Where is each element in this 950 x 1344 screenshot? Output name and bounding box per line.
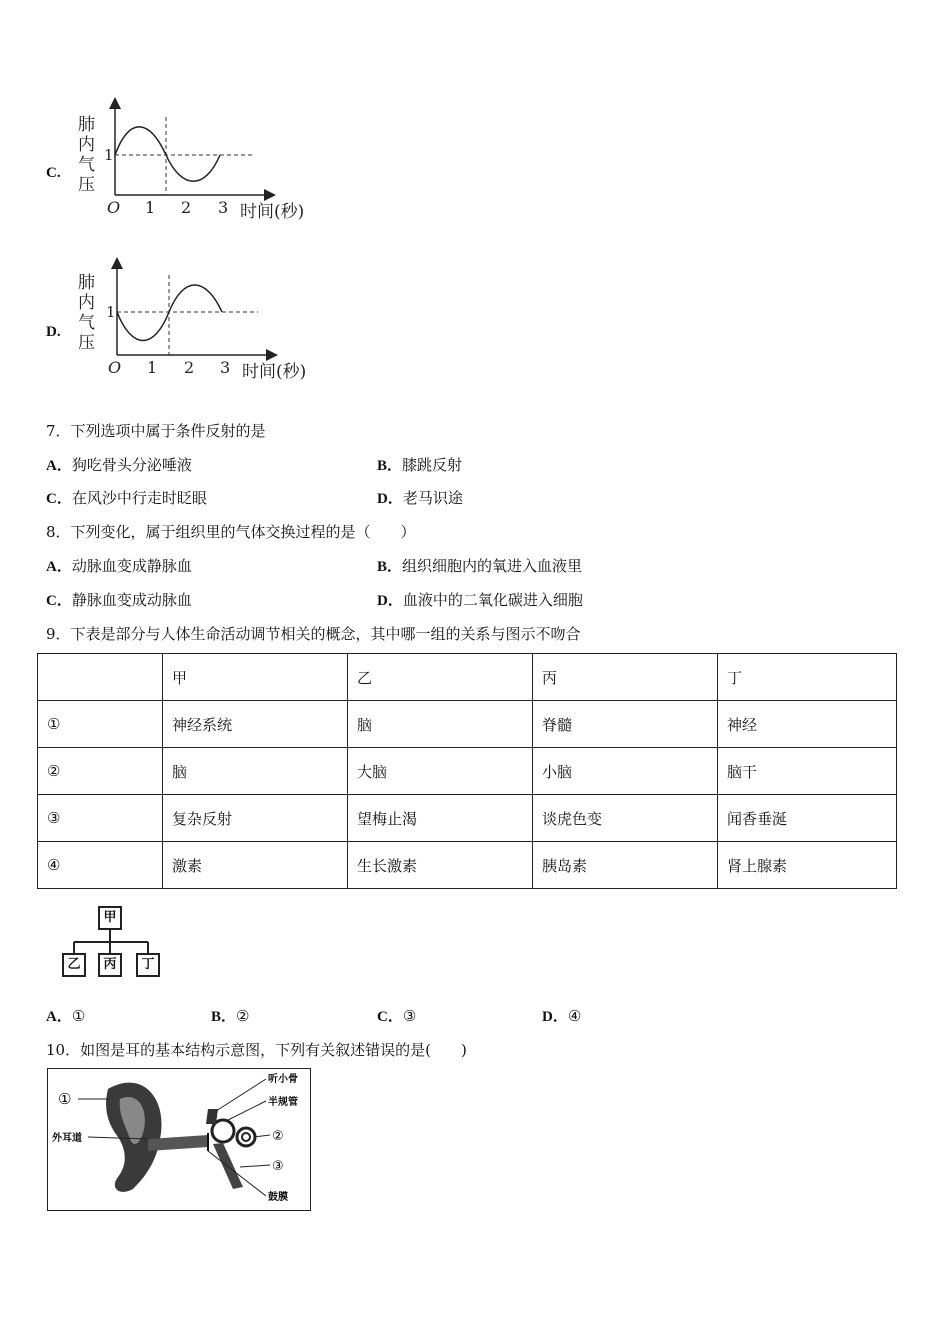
table-cell: 大脑	[348, 748, 533, 795]
table-cell: 激素	[163, 842, 348, 889]
table-row	[38, 748, 897, 795]
option-text: 狗吃骨头分泌唾液	[71, 456, 192, 474]
option-d-graph	[70, 255, 330, 390]
option-text: ③	[402, 1007, 417, 1025]
option-letter: D．	[377, 491, 403, 507]
option-letter: B．	[211, 1009, 237, 1025]
q8-option-b[interactable]	[377, 555, 582, 576]
ylabel-char: 肺	[78, 115, 95, 135]
option-text: ①	[71, 1007, 86, 1025]
option-letter: A．	[46, 458, 72, 474]
option-d-letter: D.	[46, 324, 61, 340]
q8-option-a[interactable]	[46, 555, 192, 576]
q10-stem: 10．如图是耳的基本结构示意图，下列有关叙述错误的是( )	[46, 1041, 467, 1059]
table-cell: ②	[38, 748, 163, 795]
y-tick: 1	[104, 146, 114, 164]
table-row	[38, 842, 897, 889]
table-cell: 谈虎色变	[533, 795, 718, 842]
q9-option-b[interactable]	[211, 1005, 249, 1026]
ylabel-char: 压	[78, 175, 95, 195]
x-tick: 3	[220, 358, 231, 377]
table-cell: 甲	[163, 654, 348, 701]
x-label: 时间(秒)	[242, 362, 307, 382]
q8-option-d[interactable]	[377, 589, 583, 610]
option-text: 静脉血变成动脉血	[71, 591, 192, 609]
option-letter: D．	[542, 1009, 568, 1025]
diagram-node-child: 丙	[98, 953, 122, 977]
table-cell: 小脑	[533, 748, 718, 795]
table-cell: 生长激素	[348, 842, 533, 889]
table-row	[38, 795, 897, 842]
x-tick: O	[107, 198, 121, 217]
q7-option-d[interactable]	[377, 487, 463, 508]
table-cell: ①	[38, 701, 163, 748]
ear-structure-figure	[47, 1068, 311, 1211]
table-cell: 丁	[718, 654, 897, 701]
option-letter: A．	[46, 1009, 72, 1025]
q7-option-b[interactable]	[377, 454, 462, 475]
q8-option-c[interactable]	[46, 589, 192, 610]
figure-label: ③	[272, 1159, 284, 1174]
table-cell: 脑干	[718, 748, 897, 795]
q7-stem: 7．下列选项中属于条件反射的是	[46, 422, 266, 440]
option-text: 老马识途	[402, 489, 463, 507]
x-tick: 1	[147, 358, 158, 377]
option-letter: B．	[377, 458, 403, 474]
option-text: 血液中的二氧化碳进入细胞	[402, 591, 583, 609]
option-c-letter: C.	[46, 165, 61, 181]
figure-label: 听小骨	[268, 1074, 298, 1085]
table-row	[38, 701, 897, 748]
y-tick: 1	[106, 303, 116, 321]
q7-option-a[interactable]	[46, 454, 192, 475]
table-cell: 脑	[348, 701, 533, 748]
x-tick: 2	[184, 358, 195, 377]
option-letter: C．	[46, 593, 72, 609]
diagram-node-child: 丁	[136, 953, 160, 977]
ylabel-char: 肺	[78, 273, 95, 293]
q7-option-c[interactable]	[46, 487, 207, 508]
diagram-node-child: 乙	[62, 953, 86, 977]
option-text: 膝跳反射	[402, 456, 463, 474]
table-cell: 肾上腺素	[718, 842, 897, 889]
x-tick: 3	[218, 198, 229, 217]
figure-label: ①	[58, 1090, 72, 1108]
figure-label: 外耳道	[52, 1133, 82, 1144]
table-cell: ④	[38, 842, 163, 889]
q9-option-d[interactable]	[542, 1005, 581, 1026]
ylabel-char: 压	[78, 333, 95, 353]
diagram-node-top: 甲	[98, 906, 122, 930]
table-cell: 神经	[718, 701, 897, 748]
table-cell: ③	[38, 795, 163, 842]
ylabel-char: 内	[78, 293, 95, 313]
ylabel-char: 气	[78, 313, 95, 333]
x-tick: 2	[181, 198, 192, 217]
q9-option-a[interactable]	[46, 1005, 85, 1026]
ylabel-char: 内	[78, 135, 95, 155]
table-cell: 神经系统	[163, 701, 348, 748]
q8-stem: 8．下列变化，属于组织里的气体交换过程的是（ ）	[46, 523, 416, 541]
option-letter: B．	[377, 559, 403, 575]
table-cell: 脑	[163, 748, 348, 795]
table-cell: 胰岛素	[533, 842, 718, 889]
q9-option-c[interactable]	[377, 1005, 416, 1026]
table-cell: 脊髓	[533, 701, 718, 748]
table-cell: 乙	[348, 654, 533, 701]
option-text: ④	[567, 1007, 582, 1025]
q9-stem: 9．下表是部分与人体生命活动调节相关的概念，其中哪一组的关系与图示不吻合	[46, 625, 581, 643]
figure-label: 鼓膜	[268, 1192, 288, 1203]
option-text: 组织细胞内的氧进入血液里	[402, 557, 583, 575]
option-text: ②	[236, 1007, 250, 1025]
x-label: 时间(秒)	[240, 202, 305, 222]
figure-label: 半规管	[268, 1097, 298, 1108]
pressure-curve	[115, 127, 220, 181]
table-cell	[38, 654, 163, 701]
option-text: 在风沙中行走时眨眼	[71, 489, 207, 507]
option-letter: C．	[377, 1009, 403, 1025]
option-letter: D．	[377, 593, 403, 609]
option-letter: A．	[46, 559, 72, 575]
concept-table	[37, 653, 897, 889]
option-text: 动脉血变成静脉血	[71, 557, 192, 575]
option-letter: C．	[46, 491, 72, 507]
table-cell: 复杂反射	[163, 795, 348, 842]
table-cell: 丙	[533, 654, 718, 701]
x-tick: 1	[145, 198, 156, 217]
table-header-row	[38, 654, 897, 701]
ylabel-char: 气	[78, 155, 95, 175]
figure-label: ②	[272, 1129, 284, 1144]
cochlea-shape	[237, 1128, 255, 1146]
x-tick: O	[108, 358, 122, 377]
table-cell: 闻香垂涎	[718, 795, 897, 842]
option-c-graph	[70, 95, 330, 230]
table-cell: 望梅止渴	[348, 795, 533, 842]
